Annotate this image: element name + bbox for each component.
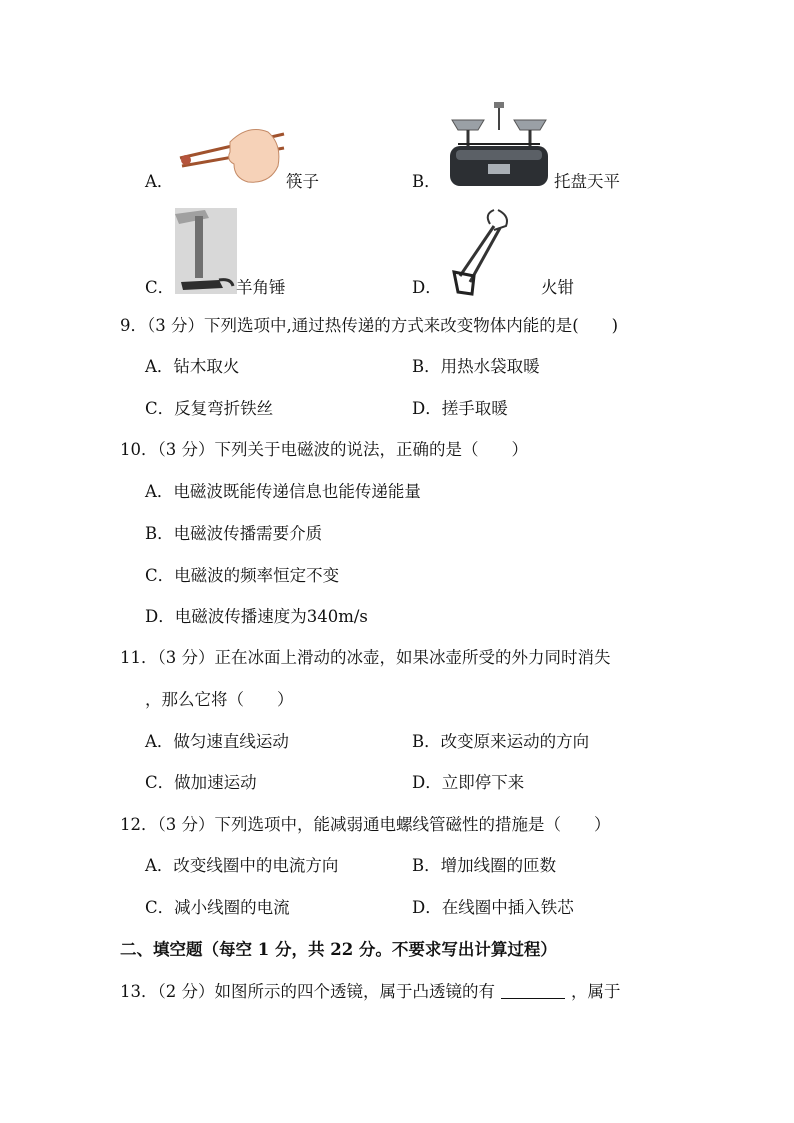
option-d-label: 火钳 — [541, 278, 574, 297]
option-c-letter: C． — [145, 278, 175, 297]
q9-option-d: D．搓手取暖 — [412, 399, 508, 418]
q11-option-c: C．做加速运动 — [145, 773, 257, 792]
section-heading: 二、填空题（每空 1 分，共 22 分。不要求写出计算过程） — [120, 940, 557, 959]
q11-option-b: B．改变原来运动的方向 — [412, 732, 590, 751]
q10-option-a: A．电磁波既能传递信息也能传递能量 — [145, 482, 421, 501]
q10-option-c: C．电磁波的频率恒定不变 — [145, 566, 340, 585]
q11-stem-line2: ，那么它将（ ） — [145, 690, 294, 709]
option-c-label: 羊角锤 — [236, 278, 286, 297]
balance-scale-image — [444, 100, 554, 192]
q10-option-d: D．电磁波传播速度为340m/s — [145, 607, 368, 626]
q9-option-c: C．反复弯折铁丝 — [145, 399, 274, 418]
fire-tongs-image — [444, 206, 514, 298]
q9-stem: 9．（3 分）下列选项中,通过热传递的方式来改变物体内能的是( ) — [120, 316, 619, 335]
option-d-letter: D． — [412, 278, 442, 297]
q13-stem-part1: 13．（2 分）如图所示的四个透镜，属于凸透镜的有 — [120, 982, 495, 1001]
option-a-letter: A． — [145, 172, 174, 191]
q13-stem — [120, 982, 621, 1002]
option-a-label: 筷子 — [286, 172, 319, 191]
q11-option-a: A．做匀速直线运动 — [145, 732, 289, 751]
option-b-label: 托盘天平 — [554, 172, 620, 191]
q11-stem-line1: 11．（3 分）正在冰面上滑动的冰壶，如果冰壶所受的外力同时消失 — [120, 648, 611, 667]
q10-stem: 10．（3 分）下列关于电磁波的说法，正确的是（ ） — [120, 440, 528, 459]
q12-option-a: A．改变线圈中的电流方向 — [145, 856, 339, 875]
q11-option-d: D．立即停下来 — [412, 773, 525, 792]
q12-stem: 12．（3 分）下列选项中，能减弱通电螺线管磁性的措施是（ ） — [120, 815, 611, 834]
q12-option-c: C．减小线圈的电流 — [145, 898, 290, 917]
q12-option-b: B．增加线圈的匝数 — [412, 856, 557, 875]
answer-blank[interactable] — [501, 982, 565, 999]
q13-stem-part2: ，属于 — [571, 982, 621, 1001]
q9-option-a: A．钻木取火 — [145, 357, 240, 376]
option-b-letter: B． — [412, 172, 441, 191]
chopsticks-image — [178, 124, 288, 190]
q12-option-d: D．在线圈中插入铁芯 — [412, 898, 574, 917]
q10-option-b: B．电磁波传播需要介质 — [145, 524, 323, 543]
q9-option-b: B．用热水袋取暖 — [412, 357, 540, 376]
claw-hammer-image — [175, 208, 237, 294]
